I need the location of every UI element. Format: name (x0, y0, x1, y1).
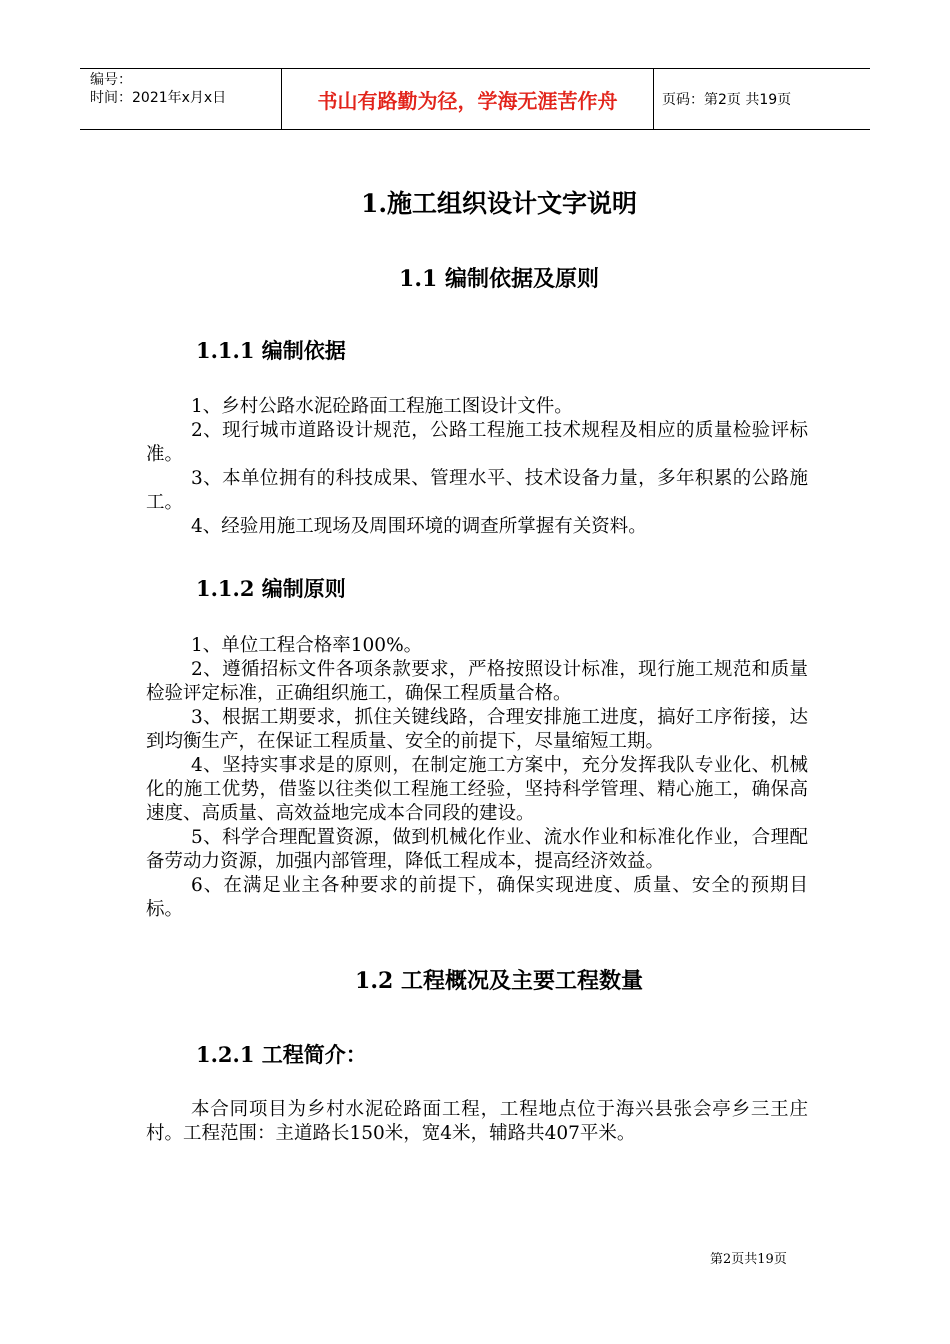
document-title: 1.施工组织设计文字说明 (360, 189, 638, 218)
section-heading-1-1-2: 1.1.2 编制原则 (196, 576, 346, 601)
principle-item: 4、坚持实事求是的原则，在制定施工方案中，充分发挥我队专业化、机械化的施工优势，借鉴以往类似工程施工经验，坚持科学管理、精心施工，确保高速度、高质量、高效益地完成本合同段的建设。 (146, 755, 808, 824)
document-number: 编号： (90, 72, 132, 88)
principles-list (146, 634, 808, 922)
principle-item: 3、根据工期要求，抓住关键线路，合理安排施工进度，搞好工序衔接，达到均衡生产，在保证工程质量、安全的前提下，尽量缩短工期。 (146, 707, 808, 752)
basis-item: 2、现行城市道路设计规范，公路工程施工技术规程及相应的质量检验评标准。 (146, 420, 808, 465)
intro-paragraph: 本合同项目为乡村水泥砼路面工程，工程地点位于海兴县张会亭乡三王庄村。工程范围：主道路长150米，宽4米，辅路共407平米。 (146, 1099, 808, 1144)
header-meta (80, 69, 282, 129)
header-page-number: 页码：第2页 共19页 (662, 92, 792, 108)
principle-item: 1、单位工程合格率100%。 (191, 635, 423, 656)
document-date: 时间：2021年x月x日 (90, 90, 227, 106)
basis-list (146, 395, 808, 539)
principle-item: 2、遵循招标文件各项条款要求，严格按照设计标准，现行施工规范和质量检验评定标准，正确组织施工，确保工程质量合格。 (146, 659, 808, 704)
section-heading-1-2-1: 1.2.1 工程简介： (196, 1042, 367, 1067)
header-motto: 书山有路勤为径，学海无涯苦作舟 (282, 69, 654, 129)
basis-item: 3、本单位拥有的科技成果、管理水平、技术设备力量，多年积累的公路施工。 (146, 468, 808, 513)
section-heading-1-2: 1.2 工程概况及主要工程数量 (355, 968, 643, 994)
principle-item: 5、科学合理配置资源，做到机械化作业、流水作业和标准化作业，合理配备劳动力资源，加强内部管理，降低工程成本，提高经济效益。 (146, 827, 808, 872)
section-heading-1-1-1: 1.1.1 编制依据 (196, 338, 346, 363)
basis-item: 1、乡村公路水泥砼路面工程施工图设计文件。 (191, 396, 573, 417)
project-intro (146, 1098, 808, 1146)
section-heading-1-1: 1.1 编制依据及原则 (399, 266, 599, 292)
page-header (80, 68, 870, 130)
basis-item: 4、经验用施工现场及周围环境的调查所掌握有关资料。 (191, 516, 647, 537)
page-footer: 第2页共19页 (710, 1252, 787, 1267)
principle-item: 6、在满足业主各种要求的前提下，确保实现进度、质量、安全的预期目标。 (146, 875, 808, 920)
